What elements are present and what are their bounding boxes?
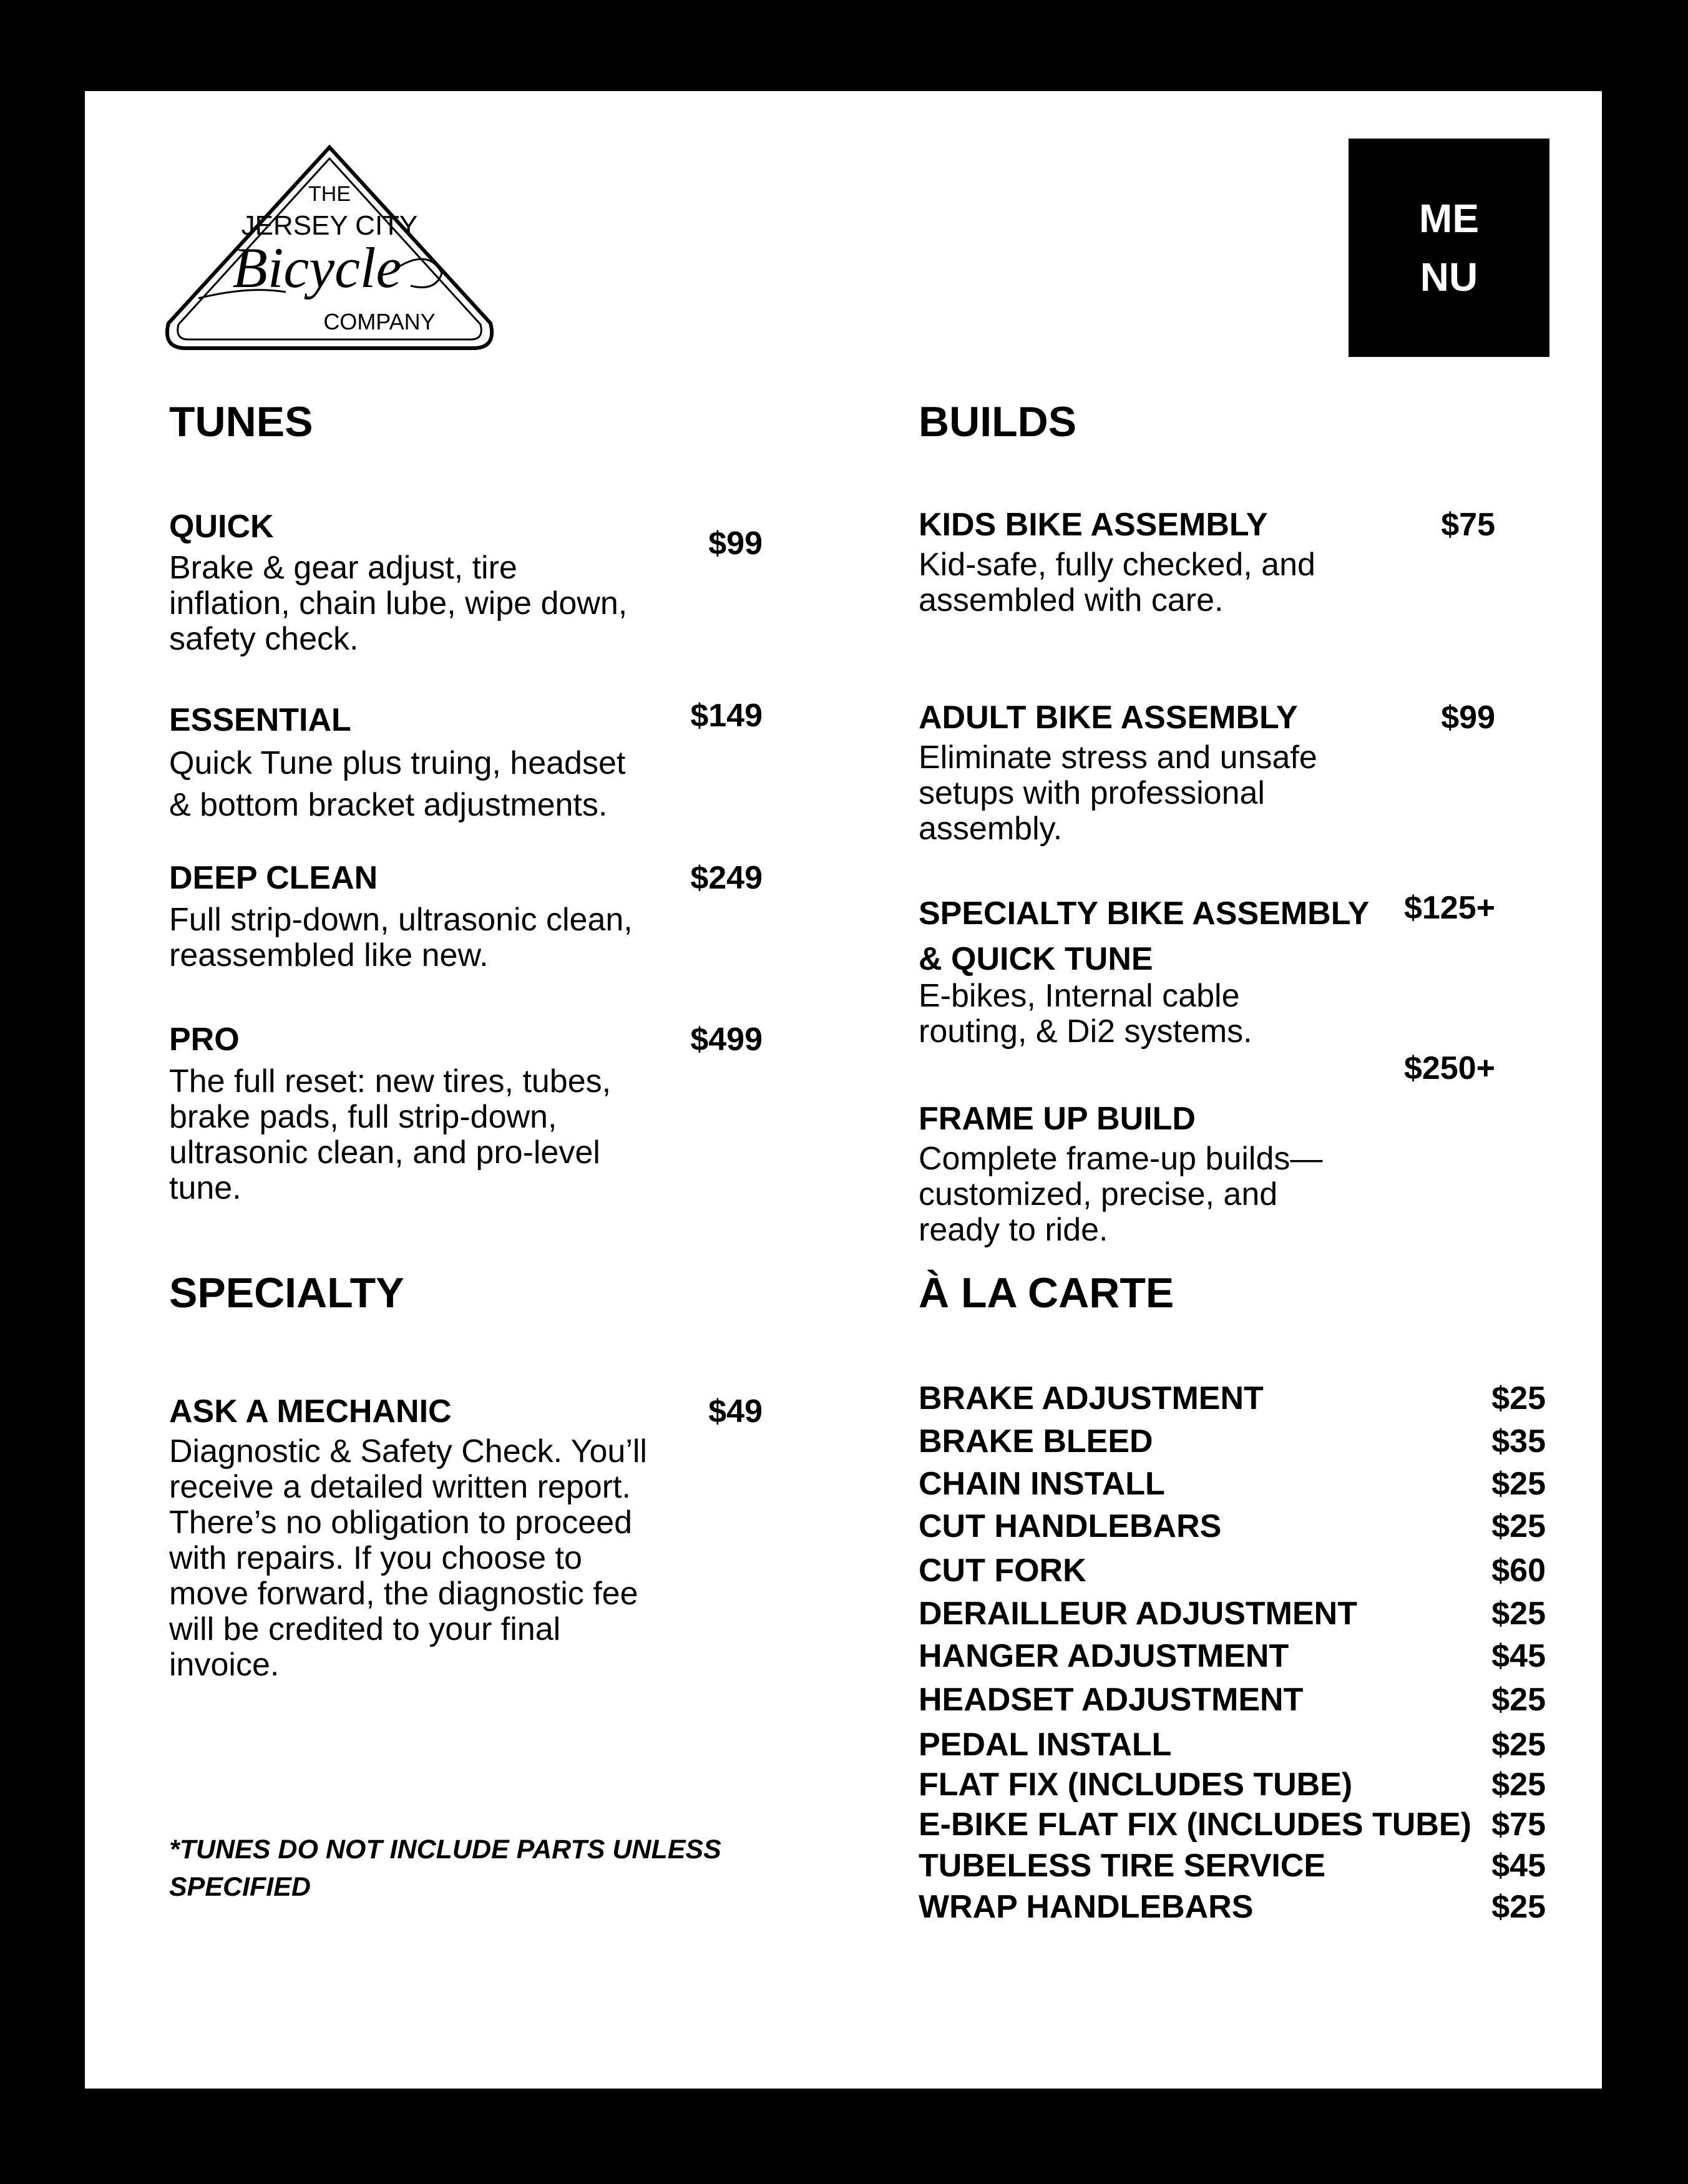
a-la-carte-row (919, 1638, 1546, 1677)
tune-price-quick: $99 (708, 525, 763, 562)
build-name-adult: ADULT BIKE ASSEMBLY (919, 700, 1298, 736)
a-la-carte-item-price: $35 (1491, 1423, 1546, 1460)
specialty-price-ask-mechanic: $49 (708, 1393, 763, 1430)
a-la-carte-item-price: $25 (1491, 1466, 1546, 1502)
tune-name-quick: QUICK (169, 509, 274, 545)
build-name-kids: KIDS BIKE ASSEMBLY (919, 507, 1268, 543)
build-name-specialty: SPECIALTY BIKE ASSEMBLY & QUICK TUNE (919, 895, 1370, 977)
menu-badge (1349, 139, 1549, 357)
a-la-carte-item-price: $25 (1491, 1682, 1546, 1718)
a-la-carte-item-name: CHAIN INSTALL (919, 1466, 1165, 1502)
tune-price-pro: $499 (690, 1021, 763, 1058)
a-la-carte-row (919, 1596, 1546, 1634)
a-la-carte-item-price: $25 (1491, 1596, 1546, 1632)
a-la-carte-item-name: HANGER ADJUSTMENT (919, 1638, 1289, 1674)
a-la-carte-row (919, 1727, 1546, 1765)
a-la-carte-heading: À LA CARTE (919, 1269, 1174, 1317)
build-name-frame-up: FRAME UP BUILD (919, 1101, 1196, 1137)
build-desc-specialty: E-bikes, Internal cable routing, & Di2 systems. (919, 978, 1252, 1050)
a-la-carte-row (919, 1848, 1546, 1886)
a-la-carte-row (919, 1380, 1546, 1419)
a-la-carte-item-price: $45 (1491, 1848, 1546, 1884)
tune-name-deep-clean: DEEP CLEAN (169, 860, 378, 896)
a-la-carte-item-price: $25 (1491, 1380, 1546, 1416)
tunes-heading: TUNES (169, 398, 313, 446)
a-la-carte-item-price: $25 (1491, 1767, 1546, 1803)
company-logo (161, 142, 498, 354)
a-la-carte-item-name: PEDAL INSTALL (919, 1727, 1172, 1763)
tune-desc-deep-clean: Full strip-down, ultrasonic clean, reassembled like new. (169, 902, 633, 973)
build-price-frame-up: $250+ (1403, 1050, 1495, 1086)
a-la-carte-row (919, 1767, 1546, 1805)
build-price-adult: $99 (1441, 700, 1495, 736)
a-la-carte-item-name: CUT FORK (919, 1553, 1086, 1589)
menu-badge-text: ME NU (1419, 196, 1479, 300)
build-desc-adult: Eliminate stress and unsafe setups with professional assembly. (919, 739, 1317, 847)
a-la-carte-row (919, 1806, 1546, 1845)
tune-price-essential: $149 (690, 698, 763, 734)
logo-the: THE (308, 182, 351, 206)
a-la-carte-item-price: $75 (1491, 1806, 1546, 1843)
a-la-carte-item-price: $25 (1491, 1889, 1546, 1925)
a-la-carte-row (919, 1466, 1546, 1504)
tunes-parts-note: *TUNES DO NOT INCLUDE PARTS UNLESS SPECIFIED (169, 1835, 721, 1902)
build-price-specialty: $125+ (1403, 890, 1495, 926)
menu-page (85, 91, 1602, 2089)
a-la-carte-item-price: $25 (1491, 1508, 1546, 1544)
a-la-carte-item-name: HEADSET ADJUSTMENT (919, 1682, 1304, 1718)
build-price-kids: $75 (1441, 507, 1495, 543)
tune-name-pro: PRO (169, 1021, 240, 1058)
a-la-carte-item-name: BRAKE ADJUSTMENT (919, 1380, 1264, 1416)
a-la-carte-item-name: BRAKE BLEED (919, 1423, 1153, 1460)
a-la-carte-row (919, 1682, 1546, 1720)
tune-desc-pro: The full reset: new tires, tubes, brake pads, full strip-down, ultrasonic clean, and pro-level tune. (169, 1063, 612, 1206)
a-la-carte-item-name: DERAILLEUR ADJUSTMENT (919, 1596, 1357, 1632)
a-la-carte-item-price: $60 (1491, 1553, 1546, 1589)
tune-desc-essential: Quick Tune plus truing, headset & bottom bracket adjustments. (169, 745, 626, 823)
tune-price-deep-clean: $249 (690, 860, 763, 896)
logo-company: COMPANY (323, 309, 436, 334)
a-la-carte-item-price: $45 (1491, 1638, 1546, 1674)
a-la-carte-item-price: $25 (1491, 1727, 1546, 1763)
a-la-carte-row (919, 1553, 1546, 1591)
specialty-desc-ask-mechanic: Diagnostic & Safety Check. You’ll receive a detailed written report. There’s no obligation to proceed with repairs. If you choose to move forward, the diagnostic fee will be credited to your final invoice. (169, 1433, 647, 1683)
a-la-carte-item-name: WRAP HANDLEBARS (919, 1889, 1254, 1925)
build-desc-frame-up: Complete frame-up builds— customized, precise, and ready to ride. (919, 1141, 1323, 1248)
specialty-name-ask-mechanic: ASK A MECHANIC (169, 1393, 452, 1430)
a-la-carte-item-name: E-BIKE FLAT FIX (INCLUDES TUBE) (919, 1806, 1471, 1843)
tune-name-essential: ESSENTIAL (169, 702, 351, 738)
specialty-heading: SPECIALTY (169, 1269, 404, 1317)
logo-jersey-city: JERSEY CITY (241, 210, 418, 241)
tune-desc-quick: Brake & gear adjust, tire inflation, chain lube, wipe down, safety check. (169, 550, 628, 657)
a-la-carte-item-name: FLAT FIX (INCLUDES TUBE) (919, 1767, 1353, 1803)
logo-bicycle: Bicycle (232, 236, 402, 300)
builds-heading: BUILDS (919, 398, 1077, 446)
build-desc-kids: Kid-safe, fully checked, and assembled with care. (919, 547, 1315, 618)
a-la-carte-item-name: CUT HANDLEBARS (919, 1508, 1222, 1544)
a-la-carte-row (919, 1889, 1546, 1928)
a-la-carte-row (919, 1508, 1546, 1547)
a-la-carte-item-name: TUBELESS TIRE SERVICE (919, 1848, 1326, 1884)
a-la-carte-row (919, 1423, 1546, 1462)
